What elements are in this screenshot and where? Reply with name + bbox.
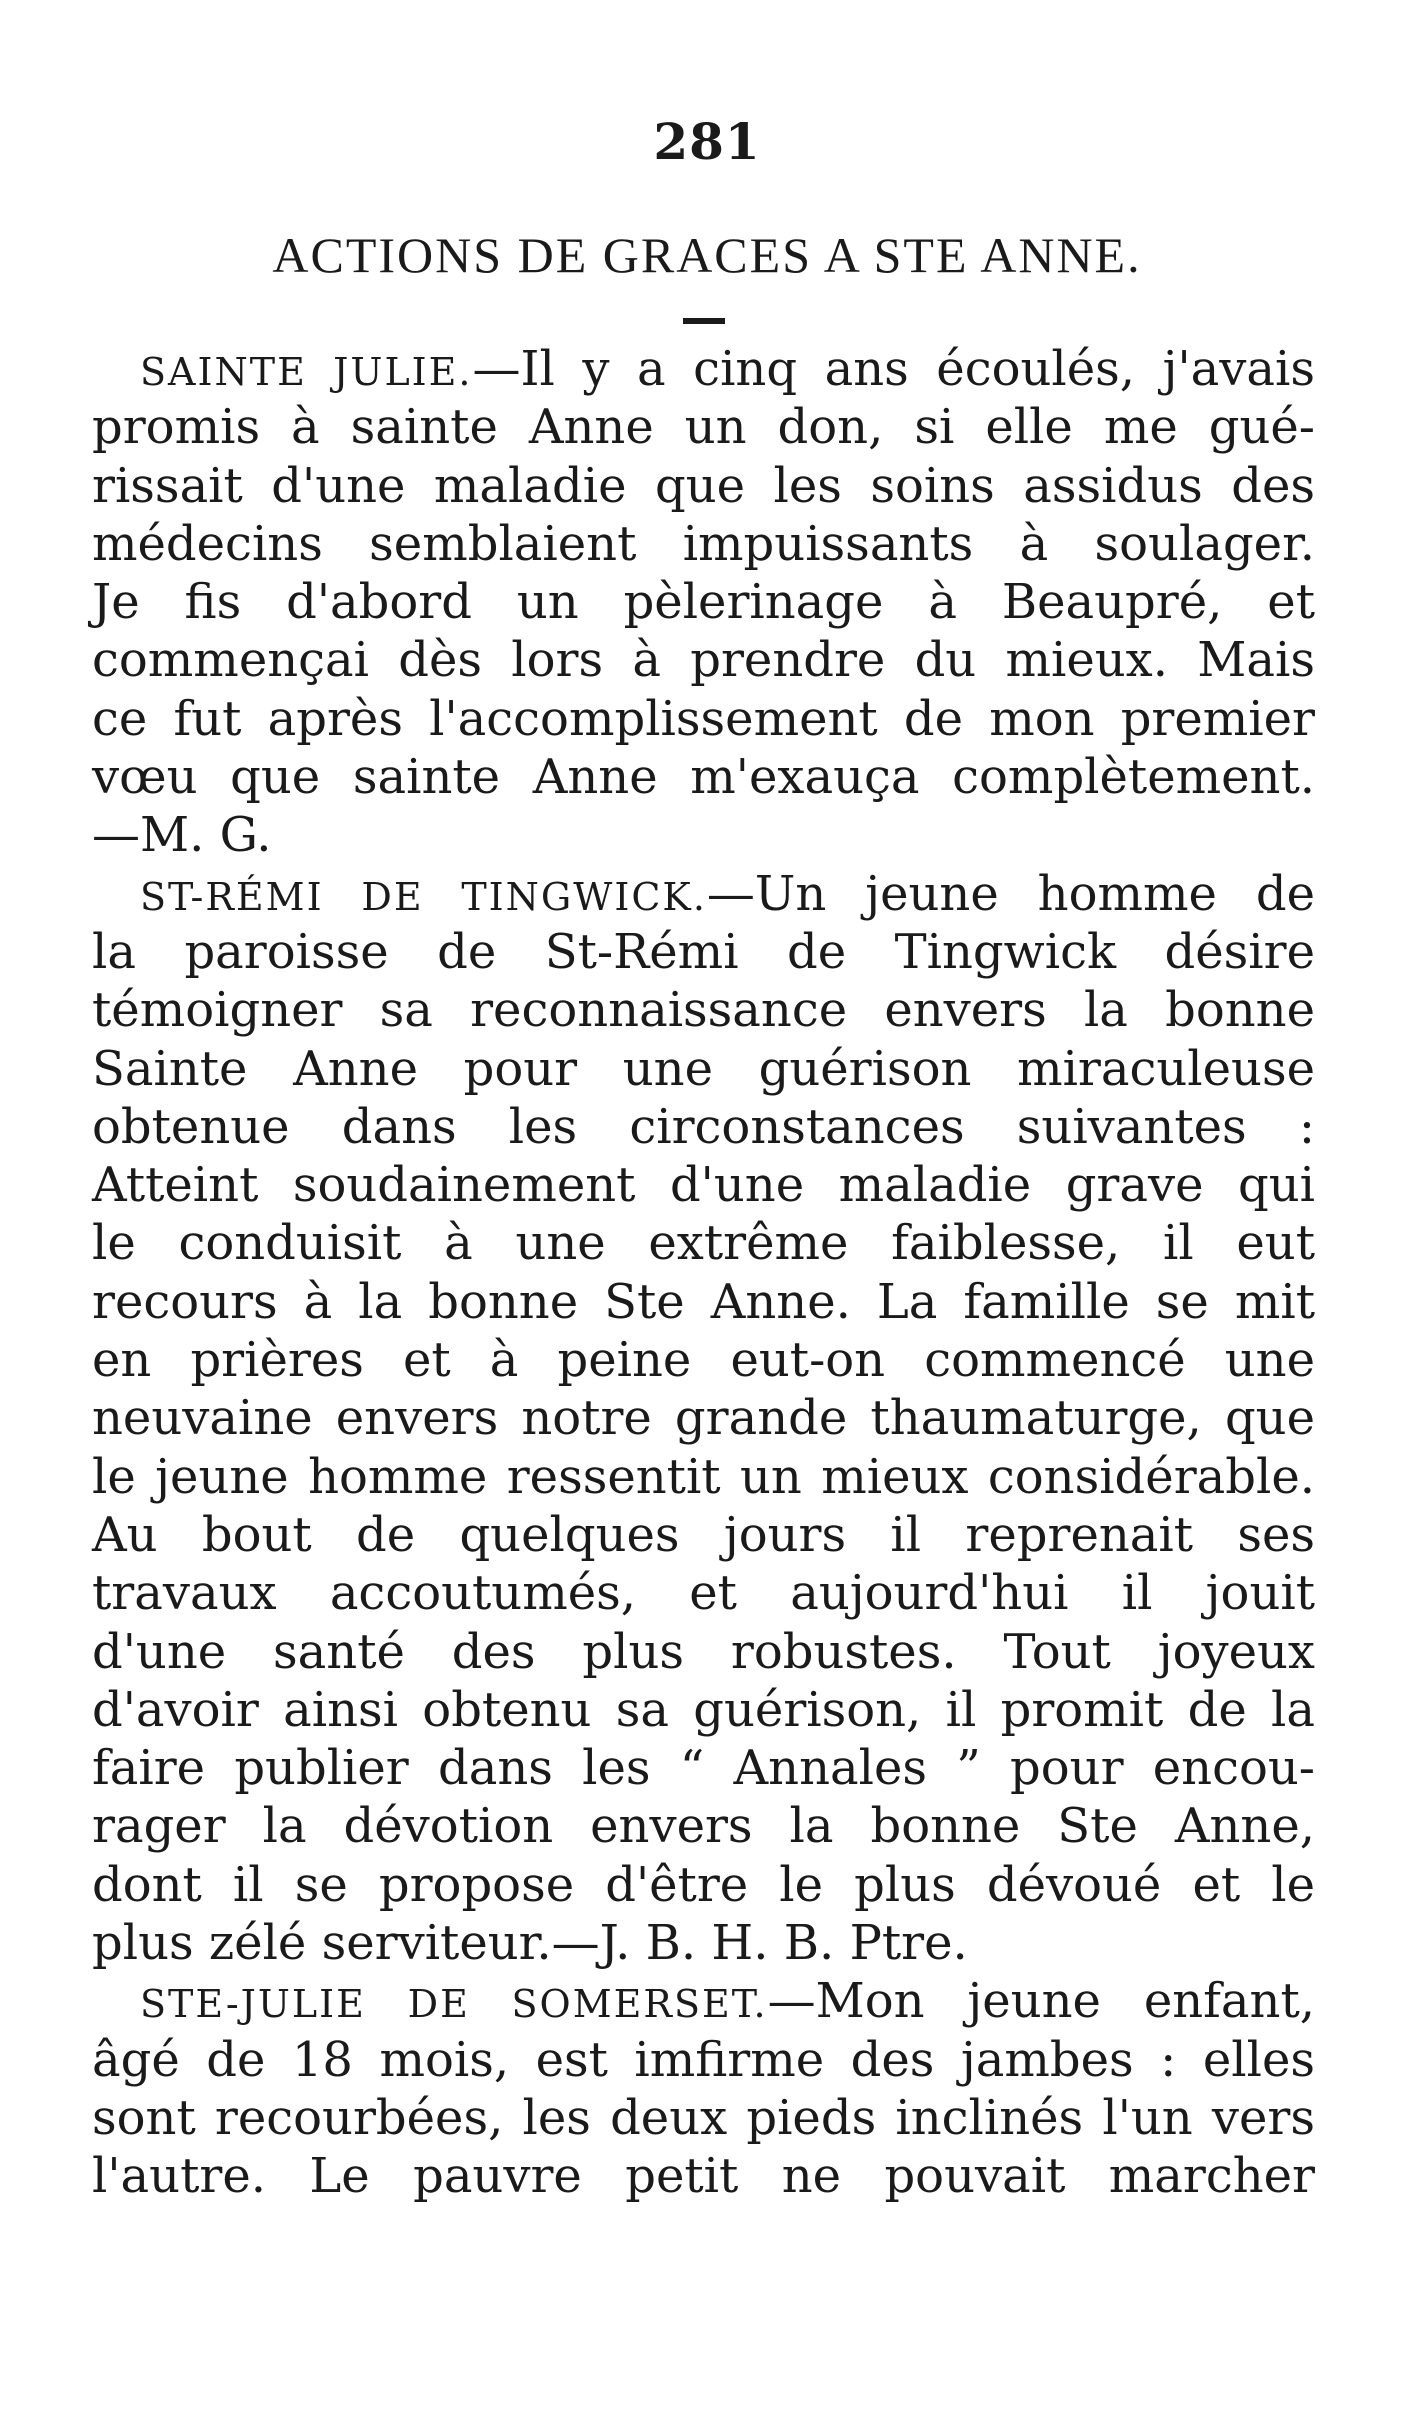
entry-line: rissait d'une maladie que les soins assidus des	[92, 457, 1315, 514]
entry-line: l'autre. Le pauvre petit ne pouvait marcher	[92, 2148, 1315, 2205]
entry-line: Je fis d'abord un pèlerinage à Beaupré, et	[92, 574, 1315, 631]
entry-line: ce fut après l'accomplissement de mon premier	[92, 690, 1315, 747]
entry-text: —Il y a cinq ans écoulés, j'avais	[472, 341, 1315, 397]
entry-line: d'avoir ainsi obtenu sa guérison, il promit de la	[92, 1681, 1315, 1738]
entry-text: —Mon jeune enfant,	[767, 1973, 1315, 2030]
entry-place-sainte-julie: SAINTE JULIE.	[140, 350, 473, 394]
entry-line: Sainte Anne pour une guérison miraculeuse	[92, 1040, 1315, 1097]
entry-line: le conduisit à une extrême faiblesse, il eut	[92, 1215, 1315, 1272]
entry-line: médecins semblaient impuissants à soulager.	[92, 515, 1315, 572]
entry-line	[92, 340, 1315, 398]
entry-line: travaux accoutumés, et aujourd'hui il jouit	[92, 1565, 1315, 1622]
entry-line: la paroisse de St-Rémi de Tingwick désire	[92, 923, 1315, 980]
entry-line: rager la dévotion envers la bonne Ste Anne,	[92, 1798, 1315, 1855]
entry-line: témoigner sa reconnaissance envers la bonne	[92, 982, 1315, 1039]
entry-line: Atteint soudainement d'une maladie grave qui	[92, 1157, 1315, 1214]
page-heading: ACTIONS DE GRACES A STE ANNE.	[272, 227, 1142, 283]
entry-line: promis à sainte Anne un don, si elle me gué-	[92, 399, 1315, 456]
entry-line: faire publier dans les “ Annales ” pour encou-	[92, 1740, 1315, 1797]
entry-line: commençai dès lors à prendre du mieux. Mais	[92, 632, 1315, 689]
entry-line: neuvaine envers notre grande thaumaturge, que	[92, 1390, 1315, 1447]
entry-line: sont recourbées, les deux pieds inclinés l'un vers	[92, 2089, 1315, 2146]
entry-line: le jeune homme ressentit un mieux considérable.	[92, 1448, 1315, 1505]
entry-line	[92, 865, 1315, 923]
entry-signature: plus zélé serviteur.—J. B. H. B. Ptre.	[92, 1915, 968, 1972]
entry-line	[92, 1972, 1315, 2030]
entry-signature: —M. G.	[92, 807, 272, 864]
entry-line: vœu que sainte Anne m'exauça complètement.	[92, 749, 1315, 806]
entry-line: dont il se propose d'être le plus dévoué et le	[92, 1856, 1315, 1913]
body-text	[92, 340, 1315, 2206]
heading-rule	[683, 318, 725, 324]
entry-text: —Un jeune homme de	[706, 865, 1316, 922]
entry-line: recours à la bonne Ste Anne. La famille se mit	[92, 1273, 1315, 1330]
entry-line: Au bout de quelques jours il reprenait ses	[92, 1506, 1315, 1563]
entry-line: en prières et à peine eut-on commencé une	[92, 1332, 1315, 1389]
entry-line: d'une santé des plus robustes. Tout joyeux	[92, 1623, 1315, 1680]
entry-line: obtenue dans les circonstances suivantes :	[92, 1098, 1315, 1155]
entry-line: âgé de 18 mois, est imfirme des jambes : elles	[92, 2031, 1315, 2088]
entry-place-ste-julie-de-somerset: STE-JULIE DE SOMERSET.	[140, 1982, 768, 2027]
entry-place-st-remi-de-tingwick: ST-RÉMI DE TINGWICK.	[140, 874, 707, 919]
page-number: 281	[653, 112, 761, 171]
